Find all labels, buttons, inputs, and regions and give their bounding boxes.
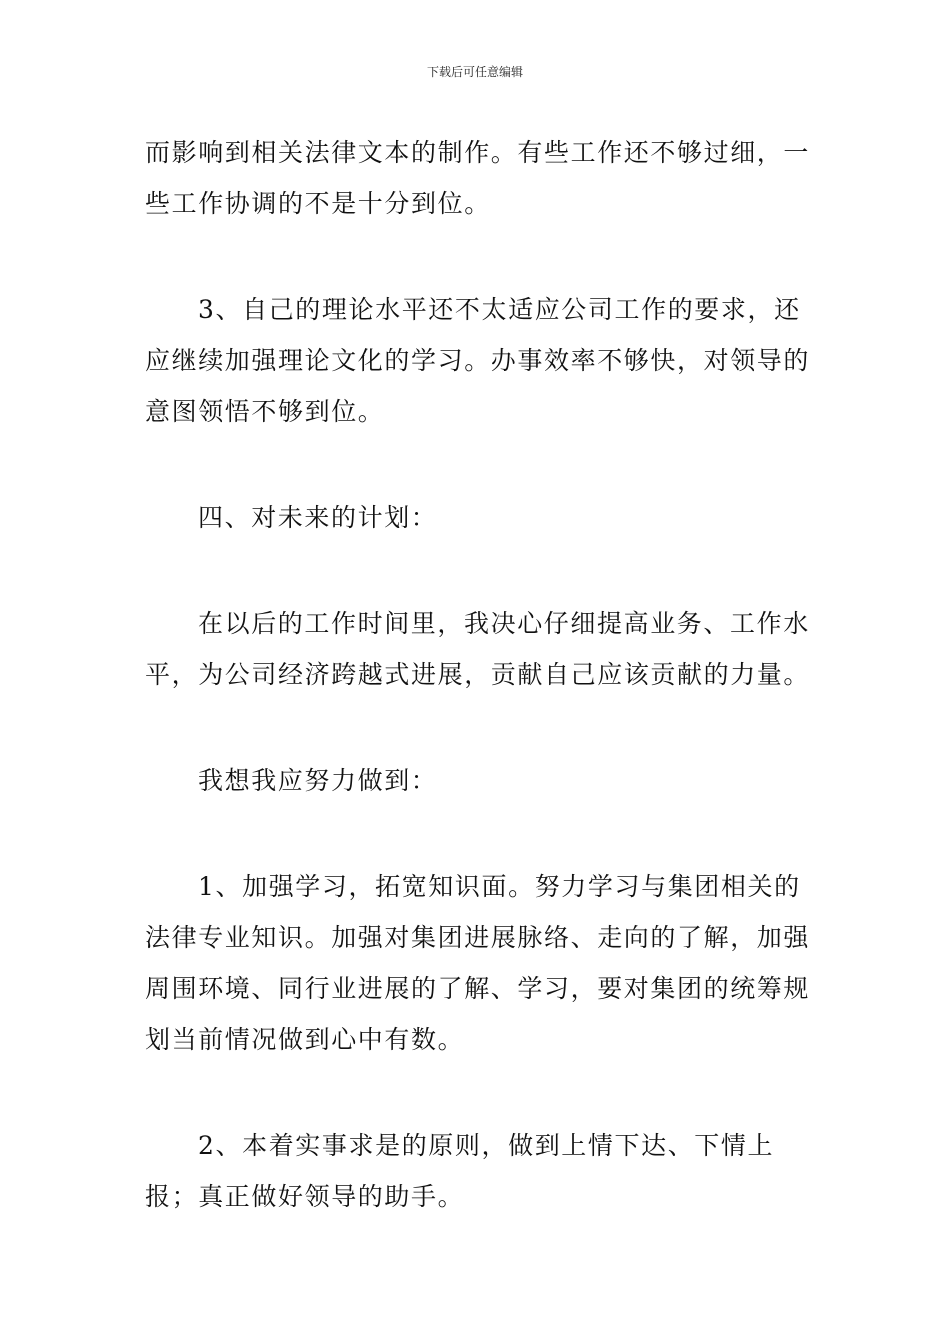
section-heading-future-plan: 四、对未来的计划： — [198, 503, 438, 532]
paragraph-goal-1: 1、加强学习，拓宽知识面。努力学习与集团相关的法律专业知识。加强对集团进展脉络、走向的了解，加强周围环境、同行业进展的了解、学习，要对集团的统筹规划当前情况做到心中有数。 — [145, 872, 811, 1054]
page-header-note: 下载后可任意编辑 — [426, 65, 523, 79]
paragraph-gap — [145, 543, 810, 598]
paragraph-goal-2: 2、本着实事求是的原则，做到上情下达、下情上报；真正做好领导的助手。 — [145, 1131, 775, 1211]
document-body — [145, 127, 810, 1222]
paragraph-intro-goals: 我想我应努力做到： — [198, 766, 438, 795]
paragraph-gap — [145, 1065, 810, 1120]
paragraph-continuation: 而影响到相关法律文本的制作。有些工作还不够过细，一些工作协调的不是十分到位。 — [145, 138, 811, 218]
paragraph-gap — [145, 437, 810, 492]
paragraph-future-plan: 在以后的工作时间里，我决心仔细提高业务、工作水平，为公司经济跨越式进展，贡献自己应该贡献的力量。 — [145, 609, 811, 689]
paragraph-item-3: 3、自己的理论水平还不太适应公司工作的要求，还应继续加强理论文化的学习。办事效率不够快，对领导的意图领悟不够到位。 — [145, 295, 811, 426]
paragraph-gap — [145, 229, 810, 284]
paragraph-gap — [145, 806, 810, 861]
paragraph-gap — [145, 700, 810, 755]
